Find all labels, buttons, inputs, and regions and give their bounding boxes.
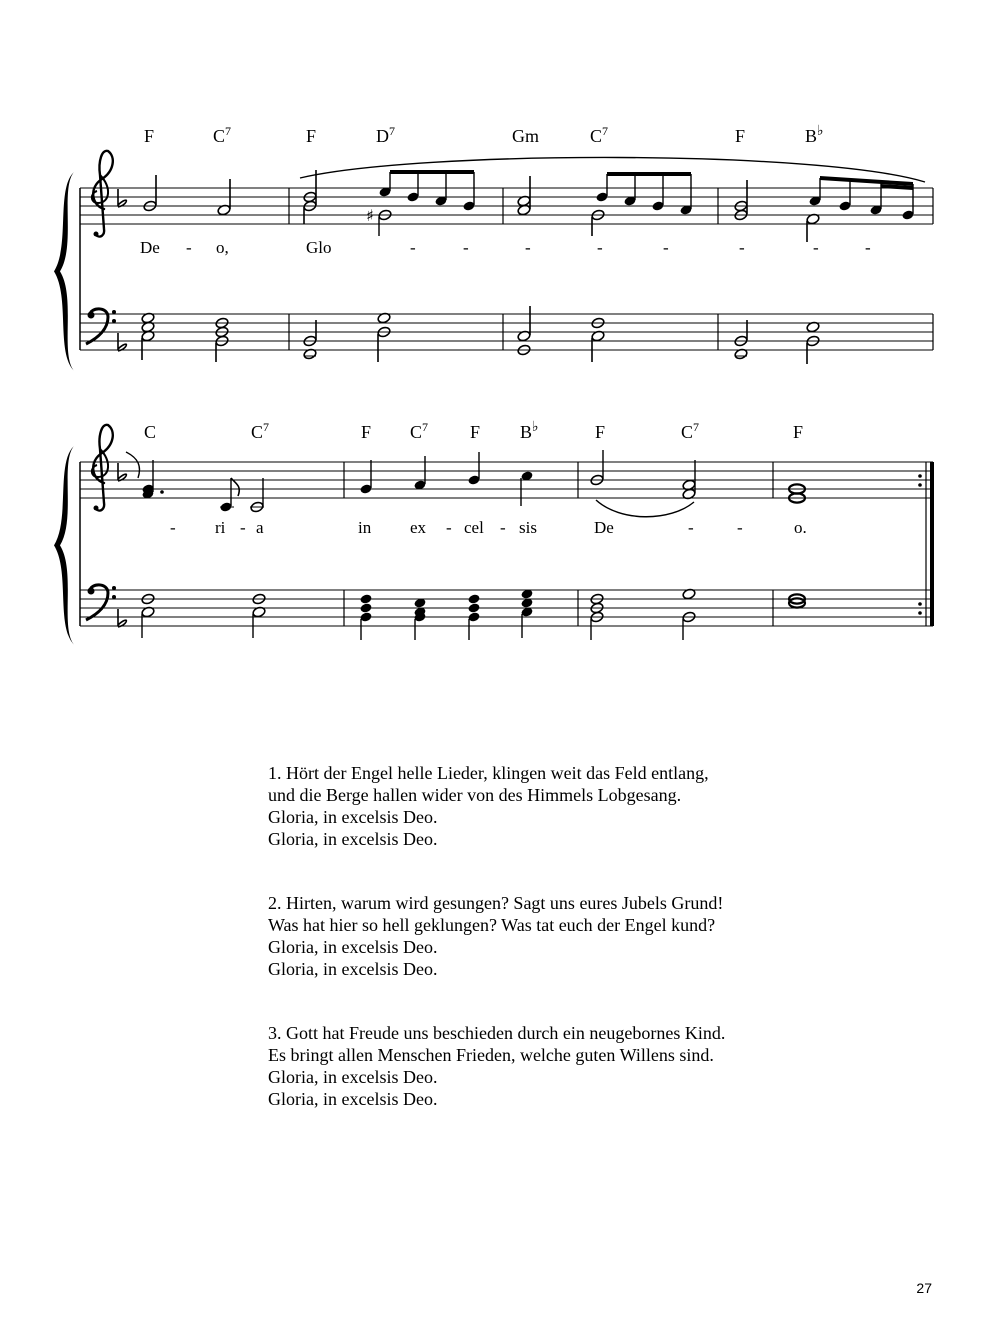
- chord-symbol: $C^7$: [590, 124, 609, 146]
- treble-notes-m4: [734, 180, 820, 242]
- verse-line: 1. Hört der Engel helle Lieder, klingen weit das Feld entlang,: [268, 763, 709, 783]
- lyric-syllable: cel: [464, 518, 484, 537]
- chord-symbol: $C^7$: [681, 420, 700, 442]
- chord-symbol: F: [735, 126, 746, 146]
- key-signature-flat: [118, 609, 126, 627]
- barlines: [289, 188, 933, 350]
- lyric-syllable: -: [813, 238, 819, 257]
- eighth-group-m3: [595, 172, 692, 216]
- lyric-syllable: ex: [410, 518, 427, 537]
- verse-line: 3. Gott hat Freude uns beschieden durch ein neugebornes Kind.: [268, 1023, 726, 1043]
- bass-staff: [80, 590, 933, 626]
- lyric-syllable: -: [663, 238, 669, 257]
- chord-symbol: F: [144, 126, 155, 146]
- chord-symbol: B♭: [805, 124, 824, 146]
- verse-line: Was hat hier so hell geklungen? Was tat euch der Engel kund?: [268, 915, 716, 935]
- verse-line: Es bringt allen Menschen Frieden, welche guten Willens sind.: [268, 1045, 714, 1065]
- chord-symbol: F: [595, 422, 606, 442]
- piano-brace: [54, 446, 74, 645]
- system-2: [54, 420, 934, 645]
- lyric-syllable: -: [739, 238, 745, 257]
- treble-staff: [80, 188, 933, 224]
- lyric-syllable: -: [170, 518, 176, 537]
- chord-symbol: F: [361, 422, 372, 442]
- chord-symbol: $D^7$: [376, 124, 395, 146]
- piano-brace: [54, 172, 74, 371]
- lyric-syllable: ri: [215, 518, 226, 537]
- lyric-syllable: -: [597, 238, 603, 257]
- lyrics: [140, 238, 871, 257]
- page-number: 27: [916, 1280, 932, 1296]
- lyric-syllable: in: [358, 518, 372, 537]
- verse-line: und die Berge hallen wider von des Himmels Lobgesang.: [268, 785, 682, 805]
- verse-line: Gloria, in excelsis Deo.: [268, 1089, 438, 1109]
- chord-symbols: [144, 124, 824, 146]
- key-signature-flat: [118, 189, 126, 207]
- slur: [126, 452, 140, 478]
- chord-symbol: F: [793, 422, 804, 442]
- lyric-syllable: -: [500, 518, 506, 537]
- svg-text:♯: ♯: [366, 206, 374, 225]
- lyric-syllable: -: [446, 518, 452, 537]
- lyric-syllable: -: [186, 238, 192, 257]
- lyric-syllable: a: [256, 518, 264, 537]
- system-1: [54, 124, 933, 371]
- verse-line: Gloria, in excelsis Deo.: [268, 959, 438, 979]
- lyric-syllable: sis: [519, 518, 537, 537]
- verse-line: Gloria, in excelsis Deo.: [268, 1067, 438, 1087]
- lyric-syllable: -: [865, 238, 871, 257]
- eighth-group-m2: [366, 170, 476, 236]
- chord-symbol: B♭: [520, 420, 539, 442]
- verses-block: [268, 762, 725, 1152]
- bass-notes: [141, 588, 805, 640]
- verse-2: [268, 892, 725, 980]
- chord-symbol: $C^7$: [251, 420, 270, 442]
- lyrics: [170, 518, 807, 537]
- lyric-syllable: De: [594, 518, 614, 537]
- lyric-syllable: o,: [216, 238, 229, 257]
- chord-symbol: $C^7$: [410, 420, 429, 442]
- chord-symbol: $C^7$: [213, 124, 232, 146]
- barlines: [344, 462, 773, 626]
- lyric-syllable: -: [463, 238, 469, 257]
- lyric-syllable: -: [240, 518, 246, 537]
- verse-1: [268, 762, 725, 850]
- chord-symbol: C: [144, 422, 157, 442]
- verse-line: Gloria, in excelsis Deo.: [268, 807, 438, 827]
- chord-symbol: F: [306, 126, 317, 146]
- lyric-syllable: -: [737, 518, 743, 537]
- key-signature-flat: [118, 463, 126, 481]
- verse-line: Gloria, in excelsis Deo.: [268, 829, 438, 849]
- lyric-syllable: -: [410, 238, 416, 257]
- key-signature-flat: [118, 333, 126, 351]
- verse-line: 2. Hirten, warum wird gesungen? Sagt uns eures Jubels Grund!: [268, 893, 724, 913]
- chord-symbol: F: [470, 422, 481, 442]
- lyric-syllable: -: [688, 518, 694, 537]
- lyric-syllable: Glo: [306, 238, 332, 257]
- eighth-group-m4: [808, 176, 914, 221]
- lyric-syllable: -: [525, 238, 531, 257]
- chord-symbol: Gm: [512, 126, 539, 146]
- treble-staff: [80, 462, 933, 498]
- bass-staff: [80, 314, 933, 350]
- lyric-syllable: o.: [794, 518, 807, 537]
- verse-line: Gloria, in excelsis Deo.: [268, 937, 438, 957]
- chord-symbols: [144, 420, 803, 442]
- final-repeat-barline: [918, 462, 934, 626]
- lyric-syllable: De: [140, 238, 160, 257]
- verse-3: [268, 1022, 725, 1110]
- treble-notes: [141, 450, 805, 513]
- tie-slur: [596, 500, 694, 517]
